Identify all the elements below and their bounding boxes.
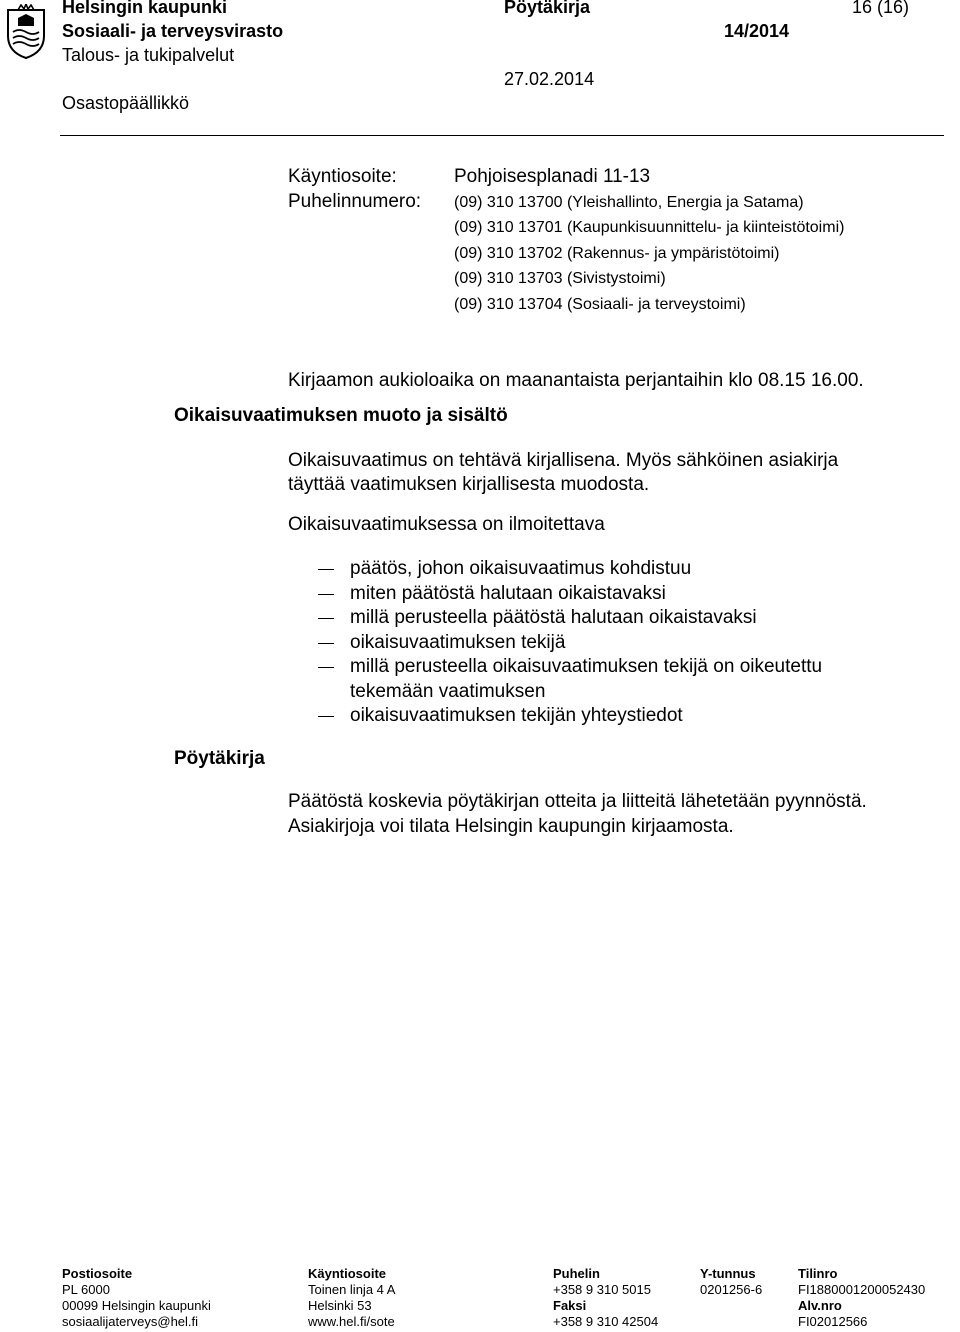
section-heading-minutes: Pöytäkirja (174, 748, 265, 769)
list-item: miten päätöstä halutaan oikaistavaksi (318, 582, 910, 607)
footer-column-business-id (700, 1266, 762, 1298)
footer-value: +358 9 310 42504 (553, 1314, 659, 1329)
minutes-line: Päätöstä koskevia pöytäkirjan otteita ja liitteitä lähetetään pyynnöstä. (288, 791, 867, 812)
doc-type: Pöytäkirja (504, 0, 591, 17)
phone-label: Puhelinnumero: (288, 191, 422, 212)
phone-line: (09) 310 13703 (Sivistystoimi) (454, 270, 666, 287)
footer-value: PL 6000 (62, 1282, 110, 1297)
org-name: Helsingin kaupunki (62, 0, 228, 17)
page-number: 16 (16) (852, 0, 910, 17)
footer-value: sosiaalijaterveys@hel.fi (62, 1314, 199, 1329)
footer-label: Puhelin (553, 1266, 600, 1281)
footer-label: Postiosoite (62, 1266, 133, 1281)
footer-value: +358 9 310 5015 (553, 1282, 651, 1297)
phone-line: (09) 310 13700 (Yleishallinto, Energia ja Satama) (454, 194, 804, 211)
header-divider (60, 135, 944, 136)
visit-address-label: Käyntiosoite: (288, 166, 397, 187)
list-item: päätös, johon oikaisuvaatimus kohdistuu (318, 557, 910, 582)
footer-label: Alv.nro (798, 1298, 842, 1313)
dash-bullet-icon (318, 618, 334, 619)
footer-value: www.hel.fi/sote (308, 1314, 395, 1329)
doc-number: 14/2014 (724, 21, 790, 41)
dash-bullet-icon (318, 643, 334, 644)
office-hours: Kirjaamon aukioloaika on maanantaista perjantaihin klo 08.15 16.00. (288, 370, 864, 391)
role-name: Osastopäällikkö (62, 93, 190, 113)
footer-column-visit (308, 1266, 395, 1330)
footer-value: FI1880001200052430 (798, 1282, 926, 1297)
footer-value: 00099 Helsingin kaupunki (62, 1298, 211, 1313)
phone-line: (09) 310 13701 (Kaupunkisuunnittelu- ja kiinteistötoimi) (454, 219, 845, 236)
helsinki-crest-logo (4, 4, 48, 60)
department-name: Sosiaali- ja terveysvirasto (62, 21, 284, 41)
footer-value: FI02012566 (798, 1314, 868, 1329)
dash-bullet-icon (318, 569, 334, 570)
form-intro: Oikaisuvaatimuksessa on ilmoitettava (288, 514, 605, 535)
list-item: millä perusteella päätöstä halutaan oikaistavaksi (318, 606, 910, 631)
dash-bullet-icon (318, 667, 334, 668)
list-item: oikaisuvaatimuksen tekijä (318, 631, 910, 656)
phone-line: (09) 310 13702 (Rakennus- ja ympäristötoimi) (454, 245, 780, 262)
footer-column-phone (553, 1266, 658, 1330)
footer-value: Toinen linja 4 A (308, 1282, 396, 1297)
form-paragraph-line: Oikaisuvaatimus on tehtävä kirjallisena. Myös sähköinen asiakirja (288, 450, 839, 471)
footer-label: Faksi (553, 1298, 587, 1313)
visit-address-value: Pohjoisesplanadi 11-13 (454, 166, 651, 187)
footer-value: Helsinki 53 (308, 1298, 372, 1313)
footer-column-account (798, 1266, 925, 1330)
minutes-line: Asiakirjoja voi tilata Helsingin kaupungin kirjaamosta. (288, 816, 734, 837)
list-item: oikaisuvaatimuksen tekijän yhteystiedot (318, 704, 910, 729)
doc-date: 27.02.2014 (504, 69, 595, 89)
footer-value: 0201256-6 (700, 1282, 763, 1297)
footer-label: Käyntiosoite (308, 1266, 387, 1281)
footer-label: Y-tunnus (700, 1266, 756, 1281)
dash-bullet-icon (318, 594, 334, 595)
dash-bullet-icon (318, 716, 334, 717)
footer-label: Tilinro (798, 1266, 838, 1281)
section-heading-form: Oikaisuvaatimuksen muoto ja sisältö (174, 405, 508, 426)
unit-name: Talous- ja tukipalvelut (62, 45, 235, 65)
requirements-list (318, 557, 910, 729)
phone-line: (09) 310 13704 (Sosiaali- ja terveystoimi) (454, 296, 746, 313)
form-paragraph-line: täyttää vaatimuksen kirjallisesta muodosta. (288, 474, 650, 495)
footer-column-postal (62, 1266, 211, 1330)
list-item: millä perusteella oikaisuvaatimuksen tekijä on oikeutettu tekemään vaatimuksen (318, 655, 910, 704)
